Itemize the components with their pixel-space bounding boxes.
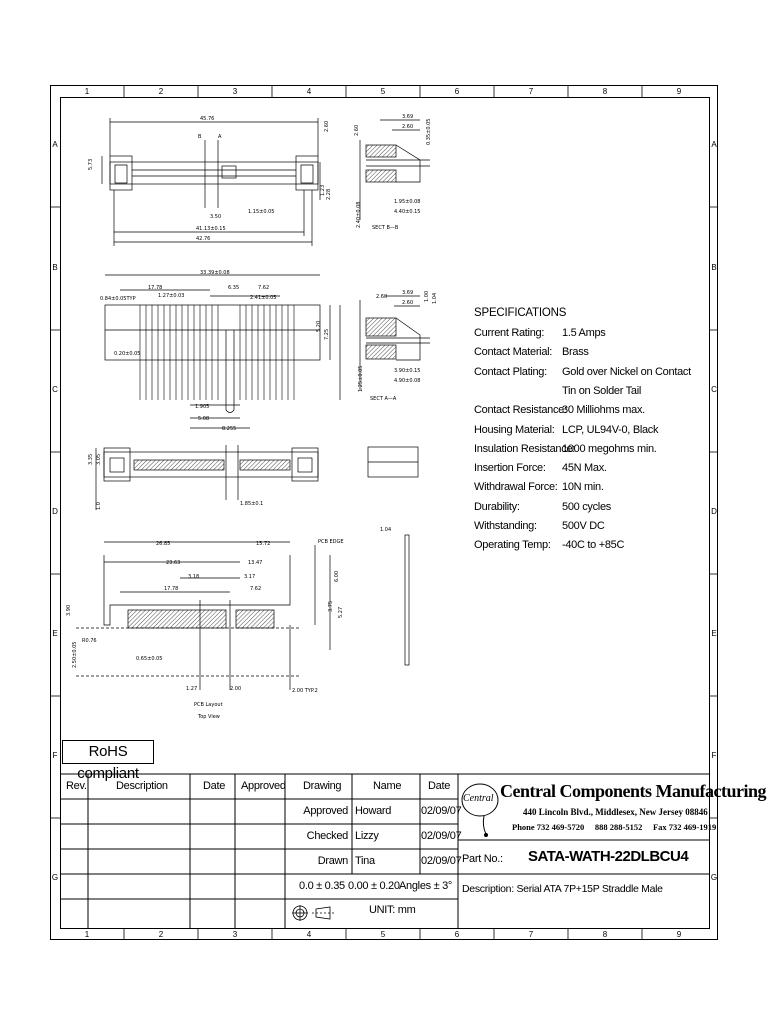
dim-1-27: 1.27±0.03 bbox=[158, 293, 185, 299]
dim-aa-2-60b: 2.60 bbox=[402, 300, 414, 306]
zone-row-d-left: D bbox=[52, 507, 58, 516]
zone-col-3-bottom: 3 bbox=[232, 930, 238, 939]
dim-2-50: 2.50±0.05 bbox=[72, 641, 78, 668]
zone-row-e-right: E bbox=[711, 629, 717, 638]
sign-date-header: Date bbox=[428, 780, 451, 792]
pcb-layout-caption: PCB Layout bbox=[194, 702, 223, 708]
dim-1-0: 1.0 bbox=[96, 502, 102, 510]
company-address: 440 Lincoln Blvd., Middlesex, New Jersey 08846 bbox=[523, 807, 708, 817]
spec-value-withdrawal-force: 10N min. bbox=[562, 481, 604, 493]
zone-row-f-right: F bbox=[711, 751, 717, 760]
dim-2-28: 2.28 bbox=[326, 188, 332, 200]
spec-value-withstanding: 500V DC bbox=[562, 520, 605, 532]
dim-aa-3-90: 3.90±0.15 bbox=[394, 368, 421, 374]
dim-a-label: A bbox=[218, 134, 222, 140]
spec-label-current-rating: Current Rating: bbox=[474, 327, 545, 339]
spec-label-contact-resistance: Contact Resistance: bbox=[474, 404, 567, 416]
dim-aa-4-90: 4.90±0.08 bbox=[394, 378, 421, 384]
zone-col-4-bottom: 4 bbox=[306, 930, 312, 939]
dim-2-00: 2.00 bbox=[230, 686, 242, 692]
checked-name: Lizzy bbox=[355, 830, 379, 842]
dim-0-65: 0.65±0.05 bbox=[136, 656, 163, 662]
spec-value-contact-resistance: 30 Milliohms max. bbox=[562, 404, 645, 416]
spec-label-contact-material: Contact Material: bbox=[474, 346, 553, 358]
dim-0-84: 0.84±0.05TYP bbox=[100, 296, 136, 302]
tolerance-angles: Angles ± 3° bbox=[399, 880, 452, 892]
spec-value-insulation-resistance: 1000 megohms min. bbox=[562, 443, 657, 455]
drawn-role: Drawn bbox=[317, 855, 348, 867]
dim-r0-76: R0.76 bbox=[82, 638, 97, 644]
zone-row-d-right: D bbox=[711, 507, 717, 516]
zone-col-5-top: 5 bbox=[380, 87, 386, 96]
pcb-top-view-caption: Top View bbox=[198, 714, 220, 720]
zone-row-e-left: E bbox=[52, 629, 58, 638]
zone-row-g-right: G bbox=[710, 873, 718, 882]
dim-1-27-pcb: 1.27 bbox=[186, 686, 198, 692]
dim-3-18: 3.18 bbox=[188, 574, 200, 580]
dim-aa-2-60: 2.60 bbox=[376, 294, 388, 300]
tolerance-linear-1: 0.0 ± 0.35 bbox=[299, 880, 345, 892]
approved-date: 02/09/07 bbox=[421, 805, 462, 817]
dim-8-255: 8.255 bbox=[222, 426, 237, 432]
dim-3-35: 3.35 bbox=[88, 453, 94, 465]
dim-1-85: 1.85±0.1 bbox=[240, 501, 264, 507]
zone-row-c-left: C bbox=[52, 385, 58, 394]
dim-17-78-pcb: 17.78 bbox=[164, 586, 179, 592]
approved-name: Howard bbox=[355, 805, 392, 817]
dim-15-72: 15.72 bbox=[256, 541, 271, 547]
dim-bb-2-40: 2.40±0.08 bbox=[356, 201, 362, 228]
spec-label-contact-plating: Contact Plating: bbox=[474, 366, 547, 378]
dim-bb-3-69: 3.69 bbox=[402, 114, 414, 120]
part-number: SATA-WATH-22DLBCU4 bbox=[528, 848, 689, 865]
sect-b-b-label: SECT B—B bbox=[372, 225, 399, 231]
dim-13-47: 13.47 bbox=[248, 560, 263, 566]
dim-23-63: 23.63 bbox=[166, 560, 181, 566]
zone-row-b-left: B bbox=[52, 263, 58, 272]
zone-col-7-top: 7 bbox=[528, 87, 534, 96]
tolerance-linear-2: 0.00 ± 0.20 bbox=[348, 880, 400, 892]
dim-bb-2-60: 2.60 bbox=[402, 124, 414, 130]
dim-7-25: 7.25 bbox=[324, 328, 330, 340]
approved-header: Approved bbox=[241, 780, 286, 792]
spec-value-housing-material: LCP, UL94V-0, Black bbox=[562, 424, 659, 436]
dim-3-17: 3.17 bbox=[244, 574, 256, 580]
dim-3-90: 3.90 bbox=[66, 604, 72, 616]
dim-6-35: 6.35 bbox=[228, 285, 240, 291]
rohs-badge: RoHS compliant bbox=[62, 740, 154, 764]
part-description: Description: Serial ATA 7P+15P Straddle Male bbox=[462, 883, 663, 895]
dim-5-20: 5.20 bbox=[316, 320, 322, 332]
zone-col-8-top: 8 bbox=[602, 87, 608, 96]
drawn-name: Tina bbox=[355, 855, 375, 867]
zone-row-b-right: B bbox=[711, 263, 717, 272]
dim-3-50: 3.50 bbox=[210, 214, 222, 220]
rev-header: Rev. bbox=[66, 780, 87, 792]
dim-42-76: 42.76 bbox=[196, 236, 211, 242]
checked-date: 02/09/07 bbox=[421, 830, 462, 842]
dim-2-60: 2.60 bbox=[324, 120, 330, 132]
zone-col-6-bottom: 6 bbox=[454, 930, 460, 939]
dim-3-05: 3.05 bbox=[96, 453, 102, 465]
dim-b-label: B bbox=[198, 134, 202, 140]
dim-bb-4-40: 4.40±0.15 bbox=[394, 209, 421, 215]
projection-symbol-icon bbox=[290, 903, 338, 923]
spec-value-plating-tail: Tin on Solder Tail bbox=[562, 385, 641, 397]
spec-label-withdrawal-force: Withdrawal Force: bbox=[474, 481, 558, 493]
company-name: Central Components Manufacturing bbox=[500, 781, 766, 801]
zone-row-f-left: F bbox=[52, 751, 58, 760]
dim-aa-1-04: 1.04 bbox=[432, 292, 438, 304]
central-logo-icon bbox=[460, 776, 500, 838]
dim-7-62-pcb: 7.62 bbox=[250, 586, 262, 592]
spec-value-insertion-force: 45N Max. bbox=[562, 462, 607, 474]
spec-label-durability: Durability: bbox=[474, 501, 520, 513]
zone-col-9-bottom: 9 bbox=[676, 930, 682, 939]
dim-6-00: 6.00 bbox=[334, 570, 340, 582]
dim-0-20: 0.20±0.05 bbox=[114, 351, 141, 357]
dim-45-76: 45.76 bbox=[200, 116, 215, 122]
zone-col-1-top: 1 bbox=[84, 87, 90, 96]
dim-2-41: 2.41±0.05 bbox=[250, 295, 277, 301]
company-logo-text: Central bbox=[463, 793, 494, 804]
dim-7-62: 7.62 bbox=[258, 285, 270, 291]
approved-role: Approved bbox=[303, 805, 348, 817]
dim-aa-3-69: 3.69 bbox=[402, 290, 414, 296]
company-phone: Phone 732 469-5720 888 288-5152 Fax 732 469-1919 bbox=[512, 822, 717, 832]
spec-label-housing-material: Housing Material: bbox=[474, 424, 555, 436]
zone-row-a-left: A bbox=[52, 140, 58, 149]
dim-5-08: 5.08 bbox=[198, 416, 210, 422]
spec-value-durability: 500 cycles bbox=[562, 501, 611, 513]
dim-bb-1-95: 1.95±0.08 bbox=[394, 199, 421, 205]
dim-1-23: 1.23 bbox=[320, 184, 326, 196]
zone-col-3-top: 3 bbox=[232, 87, 238, 96]
dim-26-85: 26.85 bbox=[156, 541, 171, 547]
drawn-date: 02/09/07 bbox=[421, 855, 462, 867]
dim-5-27: 5.27 bbox=[338, 606, 344, 618]
dim-bb-2-60b: 2.60 bbox=[354, 124, 360, 136]
zone-row-c-right: C bbox=[711, 385, 717, 394]
unit-label: UNIT: mm bbox=[369, 904, 416, 916]
date-header: Date bbox=[203, 780, 226, 792]
drawing-header: Drawing bbox=[303, 780, 342, 792]
spec-label-insertion-force: Insertion Force: bbox=[474, 462, 546, 474]
zone-col-2-bottom: 2 bbox=[158, 930, 164, 939]
description-header: Description bbox=[116, 780, 168, 792]
specifications-heading: SPECIFICATIONS bbox=[474, 307, 567, 319]
dim-5-73: 5.73 bbox=[88, 158, 94, 170]
sect-a-a-label: SECT A—A bbox=[370, 396, 397, 402]
zone-col-8-bottom: 8 bbox=[602, 930, 608, 939]
zone-col-5-bottom: 5 bbox=[380, 930, 386, 939]
spec-value-current-rating: 1.5 Amps bbox=[562, 327, 606, 339]
spec-label-operating-temp: Operating Temp: bbox=[474, 539, 551, 551]
dim-1-04-pcb: 1.04 bbox=[380, 527, 392, 533]
checked-role: Checked bbox=[306, 830, 348, 842]
spec-value-operating-temp: -40C to +85C bbox=[562, 539, 625, 551]
dim-aa-1-25: 1.25±0.05 bbox=[358, 365, 364, 392]
spec-value-contact-plating: Gold over Nickel on Contact bbox=[562, 366, 691, 378]
zone-col-7-bottom: 7 bbox=[528, 930, 534, 939]
zone-col-6-top: 6 bbox=[454, 87, 460, 96]
spec-label-withstanding: Withstanding: bbox=[474, 520, 537, 532]
dim-bb-0-35: 0.35±0.05 bbox=[426, 118, 432, 145]
spec-value-contact-material: Brass bbox=[562, 346, 589, 358]
zone-col-4-top: 4 bbox=[306, 87, 312, 96]
dim-41-13: 41.13±0.15 bbox=[196, 226, 226, 232]
dim-3-75: 3.75 bbox=[328, 600, 334, 612]
dim-17-78: 17.78 bbox=[148, 285, 163, 291]
dim-aa-1-00: 1.00 bbox=[424, 290, 430, 302]
spec-label-insulation-resistance: Insulation Resistance: bbox=[474, 443, 576, 455]
zone-col-1-bottom: 1 bbox=[84, 930, 90, 939]
part-no-label: Part No.: bbox=[462, 853, 503, 865]
zone-row-a-right: A bbox=[711, 140, 717, 149]
zone-col-9-top: 9 bbox=[676, 87, 682, 96]
pcb-edge-label: PCB EDGE bbox=[318, 539, 344, 545]
dim-33-39: 33.39±0.08 bbox=[200, 270, 230, 276]
zone-col-2-top: 2 bbox=[158, 87, 164, 96]
dim-1-15: 1.15±0.05 bbox=[248, 209, 275, 215]
zone-row-g-left: G bbox=[51, 873, 59, 882]
dim-1-905: 1.905 bbox=[195, 404, 210, 410]
name-header: Name bbox=[373, 780, 402, 792]
dim-2-00-typ: 2.00 TYP.2 bbox=[292, 688, 318, 694]
